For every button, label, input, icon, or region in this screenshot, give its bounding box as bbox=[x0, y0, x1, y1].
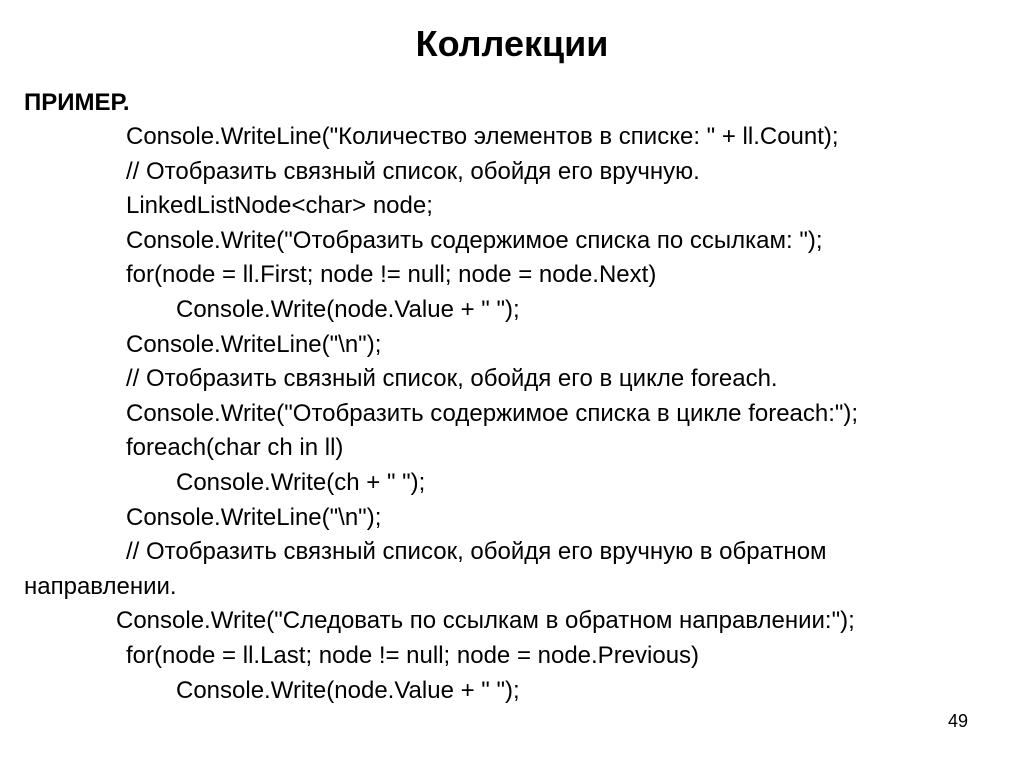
code-line-for-reverse: for(node = ll.Last; node != null; node = node.Previous) bbox=[126, 641, 700, 669]
code-line-write-value-reverse: Console.Write(node.Value + " "); bbox=[176, 676, 520, 704]
comment-reverse-traverse: // Отобразить связный список, обойдя его вручную в обратном bbox=[126, 538, 827, 566]
code-line-writeline-1: Console.WriteLine("\n"); bbox=[126, 330, 382, 358]
code-line-count: Console.WriteLine("Количество элементов в списке: " + ll.Count); bbox=[126, 123, 839, 150]
code-line-write-reverse: Console.Write("Следовать по ссылкам в обратном направлении:"); bbox=[116, 607, 855, 635]
code-line-write-value-forward: Console.Write(node.Value + " "); bbox=[176, 295, 520, 323]
code-line-foreach: foreach(char ch in ll) bbox=[126, 434, 344, 462]
code-line-write-links: Console.Write("Отобразить содержимое списка по ссылкам: "); bbox=[126, 226, 823, 254]
code-line-for-forward: for(node = ll.First; node != null; node = node.Next) bbox=[126, 261, 657, 289]
comment-reverse-traverse-continued: направлении. bbox=[24, 572, 177, 600]
comment-manual-traverse: // Отобразить связный список, обойдя его вручную. bbox=[126, 157, 700, 185]
comment-foreach-traverse: // Отобразить связный список, обойдя его в цикле foreach. bbox=[126, 365, 778, 393]
code-line-writeline-2: Console.WriteLine("\n"); bbox=[126, 503, 382, 531]
page-number: 49 bbox=[947, 711, 968, 731]
slide-title: Коллекции bbox=[415, 23, 609, 64]
code-example bbox=[24, 86, 1014, 708]
code-line-write-foreach: Console.Write("Отобразить содержимое списка в цикле foreach:"); bbox=[126, 399, 859, 427]
code-line-node-declaration: LinkedListNode<char> node; bbox=[126, 192, 433, 220]
example-heading: ПРИМЕР. bbox=[24, 89, 130, 116]
code-line-write-char: Console.Write(ch + " "); bbox=[176, 468, 426, 496]
